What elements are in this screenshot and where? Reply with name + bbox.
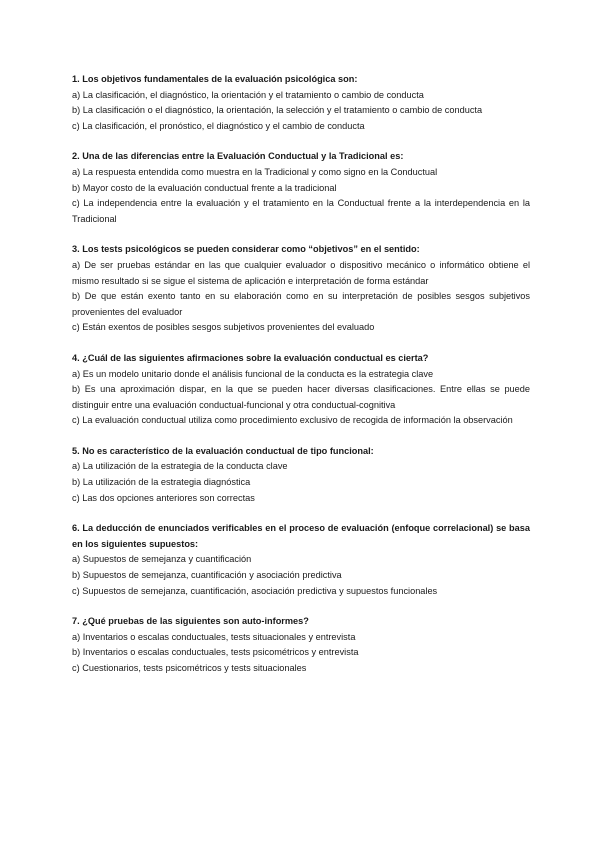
question-title: 1. Los objetivos fundamentales de la evaluación psicológica son:: [72, 74, 358, 84]
question-3: [72, 242, 530, 336]
option-b: b) La clasificación o el diagnóstico, la orientación, la selección y el tratamiento o cambio de conducta: [72, 105, 483, 116]
option-c: c) La evaluación conductual utiliza como procedimiento exclusivo de recogida de información la observación: [72, 415, 513, 426]
option-b: b) De que están exento tanto en su elaboración como en su interpretación de posibles sesgos subjetivos provenientes del evaluador: [72, 291, 530, 317]
question-title: 6. La deducción de enunciados verificables en el proceso de evaluación (enfoque correlacional) se basa en los siguientes supuestos:: [72, 523, 530, 549]
option-c: c) Supuestos de semejanza, cuantificación, asociación predictiva y supuestos funcionales: [72, 585, 438, 596]
option-a: a) La clasificación, el diagnóstico, la orientación y el tratamiento o cambio de conducta: [72, 89, 424, 100]
option-b: b) Es una aproximación dispar, en la que se pueden hacer diversas clasificaciones. Entre ellas se puede distinguir entre una evaluación conductual-funcional y otra conductual-cognitiva: [72, 384, 530, 410]
option-c: c) La independencia entre la evaluación y el tratamiento en la Conductual frente a la interdependencia en la Tradicional: [72, 198, 530, 224]
question-6: [72, 521, 530, 599]
question-title: 4. ¿Cuál de las siguientes afirmaciones sobre la evaluación conductual es cierta?: [72, 352, 429, 363]
option-b: b) Supuestos de semejanza, cuantificación y asociación predictiva: [72, 570, 342, 581]
question-title: 3. Los tests psicológicos se pueden considerar como “objetivos” en el sentido:: [72, 244, 420, 255]
question-title: 7. ¿Qué pruebas de las siguientes son auto-informes?: [72, 616, 309, 627]
question-title: 5. No es característico de la evaluación conductual de tipo funcional:: [72, 445, 374, 456]
question-5: [72, 444, 530, 506]
option-a: a) La utilización de la estrategia de la conducta clave: [72, 461, 288, 472]
option-a: a) De ser pruebas estándar en las que cualquier evaluador o dispositivo mecánico o informático obtiene el mismo resultado si se sigue el sistema de aplicación e interpretación de forma estándar: [72, 259, 530, 286]
document-page: [72, 72, 530, 692]
option-a: a) La respuesta entendida como muestra en la Tradicional y como signo en la Conductual: [72, 166, 438, 177]
option-c: c) La clasificación, el pronóstico, el diagnóstico y el cambio de conducta: [72, 120, 365, 131]
option-c: c) Cuestionarios, tests psicométricos y tests situacionales: [72, 663, 307, 673]
question-7: [72, 614, 530, 676]
question-2: [72, 149, 530, 227]
option-a: a) Supuestos de semejanza y cuantificación: [72, 554, 252, 565]
option-b: b) Mayor costo de la evaluación conductual frente a la tradicional: [72, 182, 337, 193]
option-c: c) Las dos opciones anteriores son correctas: [72, 492, 255, 503]
question-4: [72, 351, 530, 429]
option-b: b) Inventarios o escalas conductuales, tests psicométricos y entrevista: [72, 647, 359, 658]
question-1: [72, 72, 530, 134]
option-b: b) La utilización de la estrategia diagnóstica: [72, 477, 251, 488]
option-a: a) Inventarios o escalas conductuales, tests situacionales y entrevista: [72, 631, 356, 642]
option-a: a) Es un modelo unitario donde el análisis funcional de la conducta es la estrategia clave: [72, 368, 434, 379]
question-title: 2. Una de las diferencias entre la Evaluación Conductual y la Tradicional es:: [72, 151, 404, 162]
option-c: c) Están exentos de posibles sesgos subjetivos provenientes del evaluado: [72, 322, 375, 333]
